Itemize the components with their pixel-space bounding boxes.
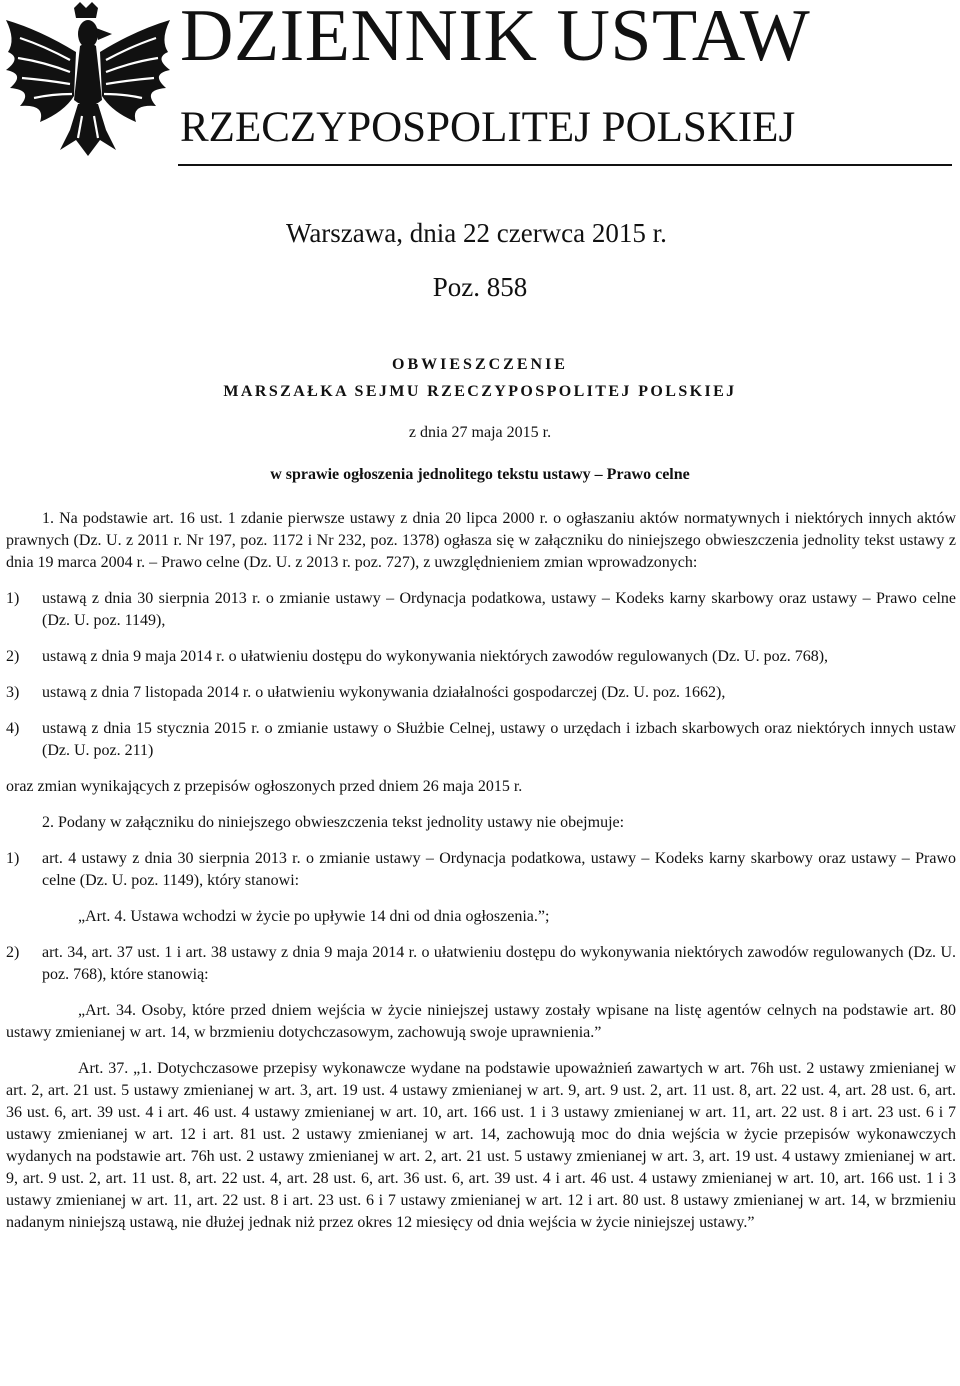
paragraph-1: 1. Na podstawie art. 16 ust. 1 zdanie pierwsze ustawy z dnia 20 lipca 2000 r. o ogłaszaniu aktów normatywnych i niektórych innych aktów prawnych (Dz. U. z 2011 r. Nr 197, poz. 1172 i Nr 232, poz. 1378) ogłasza się w załączniku do niniejszego obwieszczenia jednolity tekst ustawy z dnia 19 marca 2004 r. – Prawo celne (Dz. U. z 2013 r. poz. 727), z uwzględnieniem zmian wprowadzonych: [6, 510, 956, 571]
closing-line: oraz zmian wynikających z przepisów ogłoszonych przed dniem 26 maja 2015 r. [6, 778, 523, 795]
amendments-list [6, 588, 956, 762]
list-item [6, 848, 956, 928]
list-item-number: 2) [6, 648, 20, 665]
act-subject: w sprawie ogłoszenia jednolitego tekstu ustawy – Prawo celne [270, 466, 690, 483]
list-item [6, 718, 956, 762]
list-item-text: art. 34, art. 37 ust. 1 i art. 38 ustawy z dnia 9 maja 2014 r. o ułatwieniu dostępu do wykonywania niektórych zawodów regulowanych (Dz. U. poz. 768), które stanowią: [42, 944, 956, 983]
list-item [6, 588, 956, 632]
document-body [6, 508, 956, 1234]
act-issuer: MARSZAŁKA SEJMU RZECZYPOSPOLITEJ POLSKIEJ [223, 383, 737, 400]
quote-art-4: „Art. 4. Ustawa wchodzi w życie po upływie 14 dni od dnia ogłoszenia.”; [78, 908, 550, 925]
list-item-text: ustawą z dnia 30 sierpnia 2013 r. o zmianie ustawy – Ordynacja podatkowa, ustawy – Kodeks karny skarbowy oraz ustawy – Prawo celne (Dz. U. poz. 1149), [42, 590, 956, 629]
list-item-number: 4) [6, 720, 20, 737]
list-item-text: ustawą z dnia 7 listopada 2014 r. o ułatwieniu wykonywania działalności gospodarczej (Dz. U. poz. 1662), [42, 684, 726, 701]
list-item-number: 1) [6, 590, 20, 607]
paragraph-2: 2. Podany w załączniku do niniejszego obwieszczenia tekst jednolity ustawy nie obejmuje: [42, 814, 625, 831]
act-type: OBWIESZCZENIE [392, 356, 568, 373]
list-item-number: 1) [6, 850, 20, 867]
act-date: z dnia 27 maja 2015 r. [408, 424, 552, 441]
list-item-text: art. 4 ustawy z dnia 30 sierpnia 2013 r. o zmianie ustawy – Ordynacja podatkowa, ustawy – Kodeks karny skarbowy oraz ustawy – Prawo celne (Dz. U. poz. 1149), który stanowi: [42, 850, 956, 889]
publication-date: Warszawa, dnia 22 czerwca 2015 r. [286, 218, 667, 248]
exclusions-list [6, 848, 956, 986]
list-item [6, 646, 956, 668]
quote-art-34: „Art. 34. Osoby, które przed dniem wejścia w życie niniejszej ustawy zostały wpisane na listę agentów celnych na podstawie art. 80 ustawy zmienianej w art. 14, w brzmieniu dotychczasowym, zachowują swoje uprawnienia.” [6, 1002, 956, 1041]
list-item-text: ustawą z dnia 9 maja 2014 r. o ułatwieniu dostępu do wykonywania niektórych zawodów regulowanych (Dz. U. poz. 768), [42, 648, 829, 665]
masthead-subtitle: RZECZYPOSPOLITEJ POLSKIEJ [180, 104, 796, 151]
list-item-number: 2) [6, 944, 20, 961]
eagle-emblem-icon [0, 0, 176, 160]
position-number: Poz. 858 [432, 272, 528, 302]
masthead-rule [178, 164, 952, 166]
masthead-title: DZIENNIK USTAW [180, 0, 811, 77]
list-item-text: ustawą z dnia 15 stycznia 2015 r. o zmianie ustawy o Służbie Celnej, ustawy o urzędach i izbach skarbowych oraz niektórych innych ustaw (Dz. U. poz. 211) [42, 720, 956, 759]
list-item [6, 682, 956, 704]
quote-art-37: Art. 37. „1. Dotychczasowe przepisy wykonawcze wydane na podstawie upoważnień zawartych w art. 76h ust. 2 ustawy zmienianej w art. 2, art. 21 ust. 5 ustawy zmienianej w art. 3, art. 19 ust. 4 ustawy zmienianej w art. 9, art. 9 ust. 2, art. 11 ust. 8, art. 22 ust. 4, art. 28 ust. 6, art. 36 ust. 6, art. 39 ust. 4 i art. 46 ust. 4 ustawy zmienianej w art. 10, art. 166 ust. 1 i 3 ustawy zmienianej w art. 11, art. 22 ust. 8 i art. 23 ust. 6 i 7 ustawy zmienianej w art. 12 i art. 81 ust. 2 ustawy zmienianej w art. 14, zachowują moc do dnia wejścia w życie przepisów wykonawczych wydanych na podstawie art. 76h ust. 2 ustawy zmienianej w art. 2, art. 21 ust. 5 ustawy zmienianej w art. 3, art. 19 ust. 4 ustawy zmienianej w art. 9, art. 9 ust. 2, art. 11 ust. 8, art. 22 ust. 4, art. 28 ust. 6, art. 36 ust. 6, art. 39 ust. 4 i art. 46 ust. 4 ustawy zmienianej w art. 10, art. 166 ust. 1 i 3 ustawy zmienianej w art. 11, art. 22 ust. 8 i art. 23 ust. 6 i 7 ustawy zmienianej w art. 12 i art. 80 ust. 8 ustawy zmienianej w art. 14, w brzmieniu nadanym niniejszą ustawą, nie dłużej jednak niż przez okres 12 miesięcy od dnia wejścia w życie niniejszej ustawy.” [6, 1060, 956, 1231]
list-item-number: 3) [6, 684, 20, 701]
list-item [6, 942, 956, 986]
